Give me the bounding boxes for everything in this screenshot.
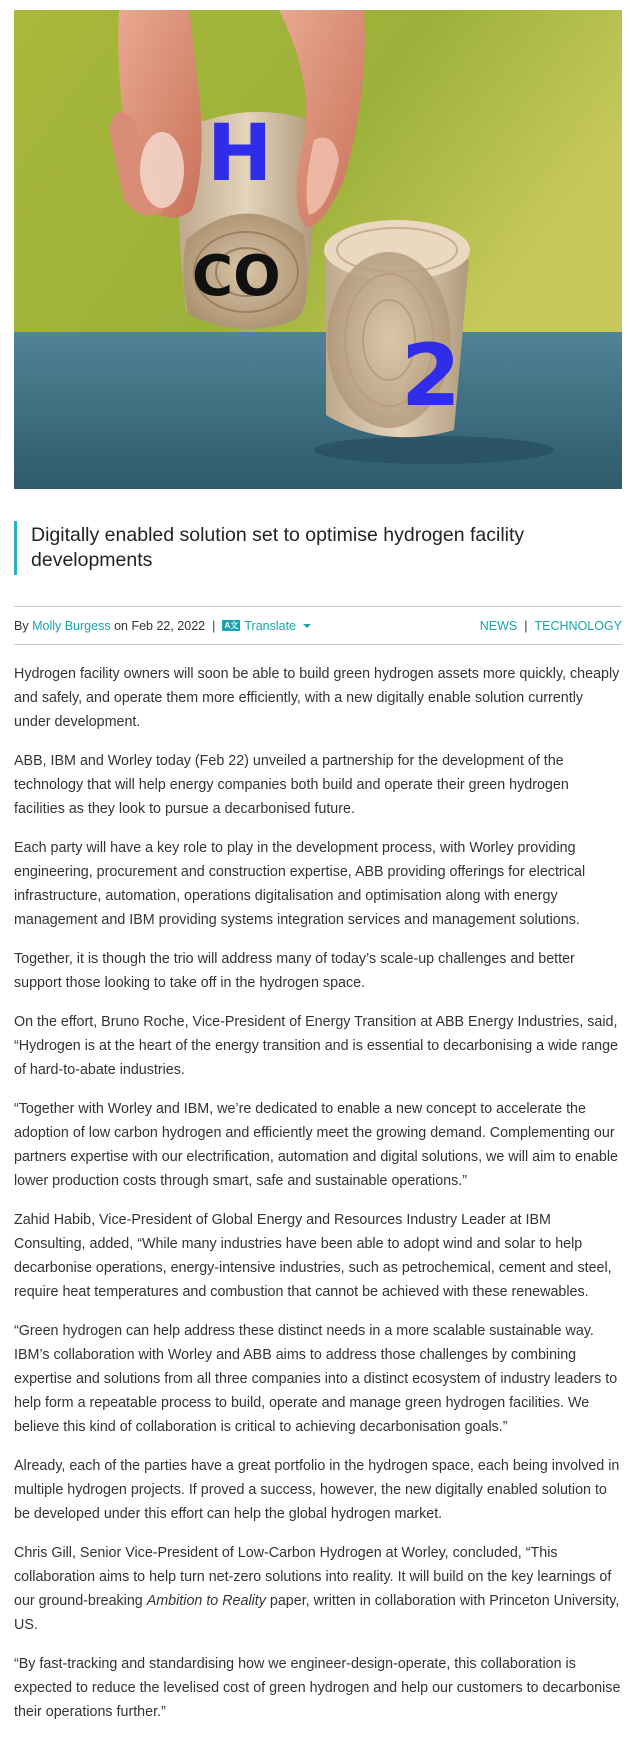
article-paragraph: ABB, IBM and Worley today (Feb 22) unveiled a partnership for the development of the technology that will help energy companies both build and operate their green hydrogen facilities as they look to pursue a decarbonised future. — [14, 753, 569, 817]
translate-icon: A文 — [222, 620, 240, 631]
category-technology[interactable]: TECHNOLOGY — [534, 618, 622, 633]
block-two — [324, 220, 470, 437]
byline-separator: | — [212, 618, 216, 633]
translate-dropdown[interactable] — [222, 619, 311, 633]
gill-text-end: paper, written in collaboration with Princeton University, US. — [14, 1593, 620, 1633]
article-paragraph: Hydrogen facility owners will soon be able to build green hydrogen assets more quickly, cheaply and safely, and operate them more efficiently, with a new digitally enable solution currently under development. — [14, 666, 620, 730]
article-paragraph: “By fast-tracking and standardising how we engineer-design-operate, this collaboration is expected to reduce the levelised cost of green hydrogen and help our customers to decarbonise their operations further.” — [14, 1656, 621, 1720]
article-paragraph-gill — [14, 1541, 622, 1637]
category-separator: | — [524, 618, 528, 633]
article-meta-bar — [14, 606, 622, 645]
hero-image — [14, 10, 622, 489]
publish-date: on Feb 22, 2022 — [114, 618, 206, 633]
gill-text-start: Chris Gill, Senior Vice-President of Low-Carbon Hydrogen at Worley, concluded, “This collaboration aims to help turn net-zero solutions into reality. It will build on the key learnings of our ground-breaking — [14, 1545, 612, 1609]
article-paragraph: “Together with Worley and IBM, we’re dedicated to enable a new concept to accelerate the adoption of low carbon hydrogen and efficiently meet the growing demand. Complementing our partners expertise with our electrification, automation and digital solutions, we will aim to enable lower production costs through smart, safe and sustainable operations.” — [14, 1101, 618, 1189]
article-body — [14, 662, 622, 1724]
headline-block — [14, 521, 622, 575]
author-link[interactable]: Molly Burgess — [32, 618, 111, 633]
category-news[interactable]: NEWS — [479, 618, 518, 633]
block-digit-2: 2 — [401, 326, 461, 426]
byline — [14, 619, 311, 633]
article-paragraph: On the effort, Bruno Roche, Vice-President of Energy Transition at ABB Energy Industries, said, “Hydrogen is at the heart of the energy transition and is essential to decarbonising a wide range of hard-to-abate industries. — [14, 1014, 619, 1078]
article-paragraph: Each party will have a key role to play in the development process, with Worley providing engineering, procurement and construction expertise, ABB providing offerings for electrical infrastructure, automation, operations digitalisation and optimisation along with energy management and IBM providing systems integration services and management solutions. — [14, 840, 586, 928]
by-prefix: By — [14, 618, 29, 633]
category-links — [480, 619, 622, 633]
hydrogen-blocks-illustration — [14, 10, 622, 489]
block-letter-h: H — [207, 109, 273, 199]
article-paragraph: Zahid Habib, Vice-President of Global Energy and Resources Industry Leader at IBM Consulting, added, “While many industries have been able to adopt wind and solar to help decarbonise operations, energy-intensive industries, such as petrochemical, cement and steel, require heat temperatures and combustion that cannot be achieved with these renewables. — [14, 1212, 612, 1300]
article-paragraph: Already, each of the parties have a great portfolio in the hydrogen space, each being involved in multiple hydrogen projects. If proved a success, however, the new digitally enabled solution to be developed under this effort can help the global hydrogen market. — [14, 1458, 620, 1522]
block-letters-co: CO — [192, 244, 281, 309]
article-headline: Digitally enabled solution set to optimise hydrogen facility developments — [31, 524, 525, 571]
chevron-down-icon — [303, 624, 311, 628]
article-paragraph: Together, it is though the trio will address many of today’s scale-up challenges and better support those looking to take off in the hydrogen space. — [14, 951, 575, 991]
article-paragraph: “Green hydrogen can help address these distinct needs in a more scalable sustainable way. IBM’s collaboration with Worley and ABB aims to address those challenges by combining expertise and solutions from all three companies into a distinct ecosystem of industry leaders to help form a repeatable process to build, operate and manage green hydrogen facilities. We believe this kind of collaboration is critical to achieving decarbonisation goals.” — [14, 1323, 618, 1435]
paper-title: Ambition to Reality — [146, 1593, 266, 1609]
translate-label: Translate — [244, 618, 297, 633]
